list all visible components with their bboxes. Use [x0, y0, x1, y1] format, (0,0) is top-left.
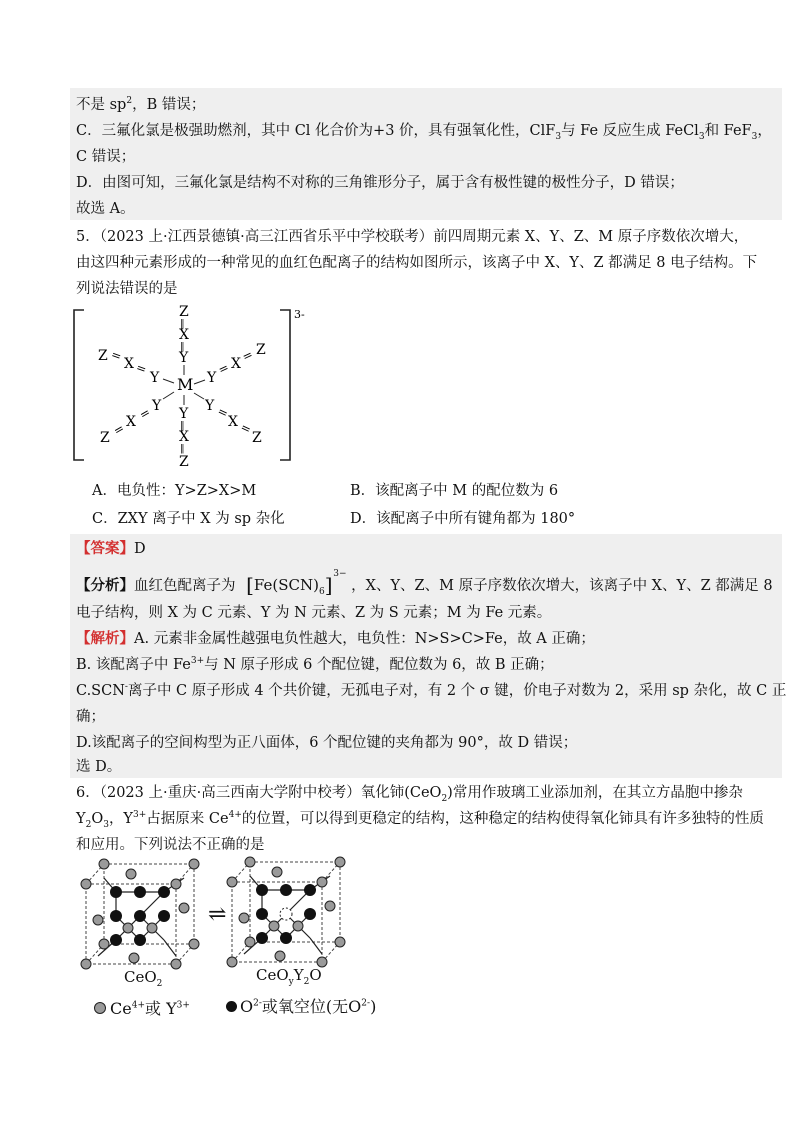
atom-y-ur: Y [207, 370, 217, 386]
answer-value: D [134, 541, 146, 557]
prev-text: 与 Fe 反应生成 FeCl [561, 123, 699, 139]
jiexi-sup: 3+ [190, 656, 205, 667]
q5-jiexi-line-5: D.该配离子的空间构型为正八面体，6 个配位键的夹角都为 90°，故 D 错误； [76, 735, 578, 751]
q6-text: )常用作玻璃工业添加剂，在其立方晶胞中掺杂 [447, 785, 743, 801]
atom-z-top: Z [179, 304, 189, 320]
analysis-text: 血红色配离子为 [134, 578, 236, 594]
complex-formula: $[Fe(SCN)_6]$ 3− [246, 569, 347, 597]
cell-label-text: Y [293, 966, 304, 984]
legend-sup: 3+ [176, 1000, 190, 1011]
prev-sup: 2 [126, 96, 133, 107]
legend-text: 或 Y [145, 999, 177, 1018]
q6-stem-2 [76, 808, 764, 830]
prev-text: C．三氟化氯是极强助燃剂，其中 Cl 化合价为+3 价，具有强氧化性，ClF [76, 123, 556, 139]
prev-text: ， [757, 123, 772, 139]
atom-z-bottom: Z [179, 454, 189, 470]
q5-jiexi-line-6: 选 D。 [76, 759, 122, 775]
atom-x-ur: X [231, 356, 241, 372]
q6-stem-3: 和应用。下列说法不正确的是 [76, 837, 265, 853]
cell-label-text: O [309, 966, 322, 984]
prev-text: ，B 错误； [132, 97, 206, 113]
q6-sub: 2 [85, 819, 92, 830]
left-bracket [74, 310, 84, 460]
jiexi-sup: - [124, 682, 128, 693]
q5-option-d: D．该配离子中所有键角都为 180° [350, 511, 576, 527]
q5-stem-2: 由这四种元素形成的一种常见的血红色配离子的结构如图所示，该离子中 X、Y、Z 都满足 8 电子结构。下 [76, 255, 758, 271]
double-bond-ll-1: = [137, 404, 153, 423]
atom-x-top: X [179, 327, 189, 343]
formula-scn: (SCN) [272, 576, 319, 594]
formula-fe: Fe [253, 576, 273, 594]
prev-sub: 3 [555, 131, 562, 142]
q5-analysis-line-1 [76, 569, 773, 597]
analysis-text: ，X、Y、Z、M 原子序数依次增大，该离子中 X、Y、Z 都满足 8 [351, 578, 773, 594]
atom-z-ul: Z [98, 348, 108, 364]
prev-line-3: C 错误； [76, 149, 136, 165]
q5-jiexi-line-2 [76, 654, 554, 676]
prev-sub: 3 [698, 131, 705, 142]
double-bond-ul-2: = [134, 360, 149, 377]
prev-sub: 3 [751, 131, 758, 142]
q5-jiexi-line-1 [76, 628, 595, 650]
q5-option-b: B．该配离子中 M 的配位数为 6 [350, 483, 559, 499]
atom-y-ll: Y [152, 398, 162, 414]
cell-label-ceoy2o [256, 966, 322, 987]
q6-text: O [91, 811, 104, 827]
legend-text: O [240, 997, 254, 1016]
q6-sub: 3 [103, 819, 109, 830]
q6-sub: 2 [441, 793, 448, 804]
double-bond-bottom-2: ‖ [180, 444, 185, 454]
complex-ion-structure-diagram [70, 304, 410, 470]
q6-text: ，Y [108, 811, 134, 827]
q5-jiexi-line-3 [76, 680, 786, 702]
q5-option-c: C．ZXY 离子中 X 为 sp 杂化 [92, 511, 285, 527]
jiexi-text: B. 该配离子中 Fe [76, 657, 191, 673]
double-bond-ur-2: = [239, 347, 256, 365]
jiexi-text: 与 N 原子形成 6 个配位键，配位数为 6，故 B 正确； [204, 657, 554, 673]
jiexi-tag: 【解析】 [76, 630, 134, 647]
bond-ul [163, 379, 174, 383]
ion-charge: 3- [294, 308, 305, 321]
prev-text: 和 FeF [704, 123, 752, 139]
atom-y-bottom: Y [179, 406, 189, 422]
double-bond-bottom-1: ‖ [180, 421, 185, 431]
bond-ll [163, 392, 174, 399]
answer-tag: 【答案】 [76, 540, 134, 557]
atom-x-ll: X [126, 414, 136, 430]
cell-label-ceo2 [124, 968, 163, 989]
prev-text: 不是 sp [76, 97, 127, 113]
double-bond-top-2: ‖ [180, 342, 185, 352]
cell-label-sub: 2 [156, 979, 163, 989]
atom-x-ul: X [124, 356, 134, 372]
q6-text: 占据原来 Ce [146, 811, 229, 827]
double-bond-ll-2: = [111, 420, 127, 439]
right-bracket [280, 310, 290, 460]
q6-text: 的位置，可以得到更稳定的结构，这种稳定的结构使得氧化铈具有许多独特的性质 [241, 811, 764, 827]
analysis-tag: 【分析】 [76, 577, 134, 594]
cell-label-sub: y [288, 977, 294, 987]
jiexi-text: C.SCN [76, 683, 125, 699]
oxygen-vacancy [280, 908, 292, 920]
legend-grey-sphere-icon [94, 1002, 106, 1014]
atom-y-ul: Y [150, 370, 160, 386]
q5-option-a: A．电负性：Y>Z>X>M [92, 483, 257, 499]
q6-text: 6．（2023 上·重庆·高三西南大学附中校考）氧化铈(CeO [76, 785, 442, 801]
legend-black-sphere-icon [226, 1001, 237, 1012]
atom-x-bottom: X [179, 429, 189, 445]
double-bond-lr-1: = [215, 403, 231, 421]
ceo-y2o-unit-cell-diagram [222, 856, 352, 968]
q6-sup: 3+ [133, 810, 147, 821]
equilibrium-arrow: ⇌ [208, 902, 227, 927]
ceo2-unit-cell-diagram [76, 858, 206, 970]
legend-sup: 2- [361, 998, 371, 1009]
formula-sub: 6 [318, 587, 325, 597]
q5-answer-line [76, 538, 146, 560]
prev-line-4: D．由图可知，三氟化氯是结构不对称的三角锥形分子，属于含有极性键的极性分子，D 错误； [76, 175, 684, 191]
double-bond-lr-2: = [238, 419, 254, 437]
prev-line-1 [76, 94, 205, 116]
double-bond-ur-1: = [215, 360, 232, 378]
double-bond-top-1: ‖ [180, 319, 185, 329]
atom-z-lr: Z [252, 430, 262, 446]
prev-line-2 [76, 120, 772, 142]
cell-label-sub: 2 [303, 977, 310, 987]
cell-label-text: CeO [256, 966, 289, 984]
jiexi-text: A. 元素非金属性越强电负性越大，电负性：N>S>C>Fe，故 A 正确； [134, 631, 595, 647]
q6-sup: 4+ [228, 810, 242, 821]
prev-line-5: 故选 A。 [76, 201, 135, 217]
atom-m: M [177, 375, 194, 394]
cell-label-text: CeO [124, 968, 157, 986]
atom-x-lr: X [228, 414, 238, 430]
double-bond-ul-1: = [109, 347, 124, 364]
atom-z-ur: Z [256, 342, 266, 358]
atom-y-top: Y [179, 350, 189, 366]
q5-jiexi-line-4: 确； [76, 709, 105, 725]
q6-stem-1 [76, 782, 743, 804]
legend-text: Ce [110, 999, 132, 1018]
bond-lr [194, 393, 204, 399]
q5-stem-3: 列说法错误的是 [76, 281, 178, 297]
legend-sup: 4+ [131, 1000, 145, 1011]
q5-analysis-line-2: 电子结构，则 X 为 C 元素、Y 为 N 元素、Z 为 S 元素；M 为 Fe 元素。 [76, 605, 552, 621]
legend-text: ) [370, 997, 377, 1016]
bond-ur [194, 380, 205, 384]
legend-text: 或氧空位(无O [261, 997, 362, 1016]
legend-o-vacancy [226, 994, 376, 1017]
q5-stem-1: 5．（2023 上·江西景德镇·高三江西省乐平中学校联考）前四周期元素 X、Y、Z、M 原子序数依次增大， [76, 229, 749, 245]
q6-text: Y [76, 811, 86, 827]
legend-ce-y [94, 996, 190, 1019]
jiexi-text: 离子中 C 原子形成 4 个共价键，无孤电子对，有 2 个 σ 键，价电子对数为 2，采用 sp 杂化，故 C 正 [127, 683, 787, 699]
atom-y-lr: Y [205, 398, 215, 414]
atom-z-ll: Z [100, 430, 110, 446]
legend-sup: 2- [253, 998, 262, 1009]
